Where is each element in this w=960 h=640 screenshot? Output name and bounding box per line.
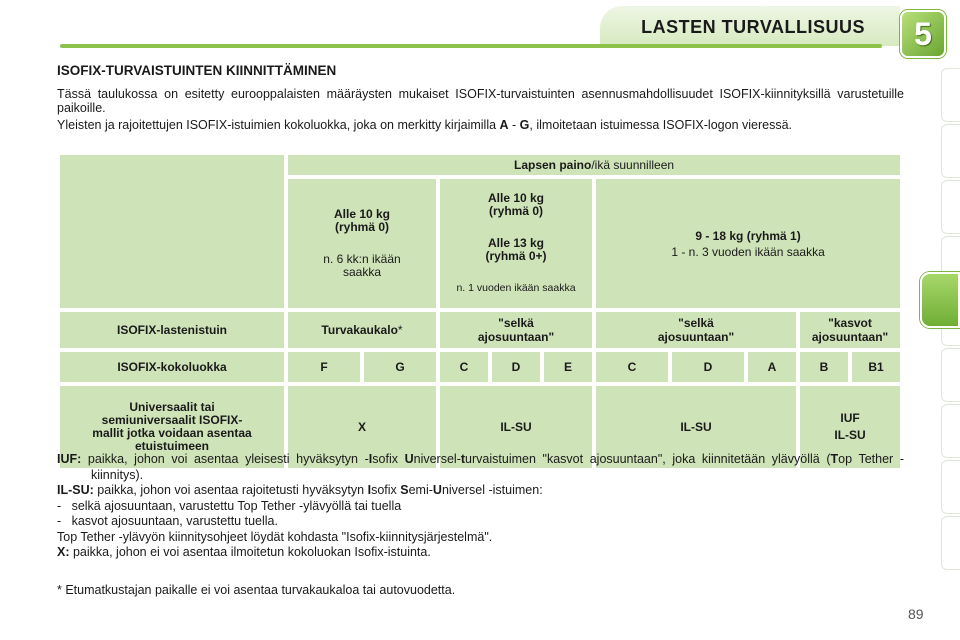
seat-type-rear-facing: "selkä ajosuuntaan" (596, 312, 796, 348)
header-rule (60, 44, 882, 48)
row-label-universal: Universaalit tai semiuniversaalit ISOFIX- mallit jotka voidaan asentaa etuistuimeen (60, 386, 284, 468)
intro-paragraph-size-class: Yleisten ja rajoitettujen ISOFIX-istuimien kokoluokka, joka on merkitty kirjaimilla A - G, ilmoitetaan istuimessa ISOFIX-logon vieressä. (57, 118, 793, 132)
weight-header: Lapsen paino/ikä suunnilleen (288, 155, 900, 175)
approval-cell: IL-SU (596, 386, 796, 468)
weight-group-0plus: Alle 10 kg (ryhmä 0) Alle 13 kg (ryhmä 0+) n. 1 vuoden ikään saakka (440, 179, 592, 308)
size-class-cell: D (672, 352, 744, 382)
chapter-tab[interactable] (941, 516, 960, 570)
section-title: ISOFIX-TURVAISTUINTEN KIINNITTÄMINEN (57, 63, 337, 78)
chapter-tab[interactable] (941, 124, 960, 178)
seat-type-forward-facing: "kasvot ajosuuntaan" (800, 312, 900, 348)
page-number: 89 (908, 606, 924, 622)
note-ilsu: IL-SU: paikka, johon voi asentaa rajoitetusti hyväksytyn Isofix Semi-Universel -istuimen: (57, 483, 543, 497)
table-corner-cell (60, 155, 284, 308)
footnote: * Etumatkustajan paikalle ei voi asentaa turvakaukaloa tai autovuodetta. (57, 583, 456, 597)
size-class-cell: B1 (852, 352, 900, 382)
chapter-tab[interactable] (941, 180, 960, 234)
size-class-cell: A (748, 352, 796, 382)
size-class-cell: C (596, 352, 668, 382)
approval-cell: IUF IL-SU (800, 386, 900, 468)
chapter-tab[interactable] (941, 68, 960, 122)
size-class-cell: B (800, 352, 848, 382)
chapter-tab-active[interactable] (920, 272, 960, 328)
note-top-tether: Top Tether -ylävyön kiinnitysohjeet löydät kohdasta "Isofix-kiinnitysjärjestelmä". (57, 529, 493, 544)
size-class-cell: G (364, 352, 436, 382)
note-x: X: paikka, johon ei voi asentaa ilmoitetun kokoluokan Isofix-istuinta. (57, 545, 431, 559)
size-class-cell: F (288, 352, 360, 382)
approval-cell: X (288, 386, 436, 468)
weight-group-0: Alle 10 kg (ryhmä 0) n. 6 kk:n ikään saakka (288, 179, 436, 308)
chapter-tab[interactable] (941, 460, 960, 514)
size-class-cell: C (440, 352, 488, 382)
size-class-cell: E (544, 352, 592, 382)
chapter-title: LASTEN TURVALLISUUS (641, 17, 865, 37)
approval-cell: IL-SU (440, 386, 592, 468)
note-bullet: - selkä ajosuuntaan, varustettu Top Tether -ylävyöllä tai tuella (57, 498, 402, 513)
isofix-table (56, 151, 904, 472)
note-bullet: - kasvot ajosuuntaan, varustettu tuella. (57, 514, 278, 528)
chapter-tab[interactable] (941, 348, 960, 402)
row-label-kokoluokka: ISOFIX-kokoluokka (60, 352, 284, 382)
chapter-number-badge: 5 (900, 10, 946, 58)
notes (57, 452, 904, 561)
note-iuf: IUF: paikka, johon voi asentaa yleisesti hyväksytyn -Isofix Universel-turvaistuimen "kasvot ajosuuntaan", joka kiinnitetään ylävyöllä (Top Tether -kiinnitys). (57, 452, 904, 482)
row-label-lastenistuin: ISOFIX-lastenistuin (60, 312, 284, 348)
chapter-tab[interactable] (941, 404, 960, 458)
size-class-cell: D (492, 352, 540, 382)
seat-type-rear-facing: "selkä ajosuuntaan" (440, 312, 592, 348)
weight-group-1: 9 - 18 kg (ryhmä 1) 1 - n. 3 vuoden ikään saakka (596, 179, 900, 308)
intro-paragraph: Tässä taulukossa on esitetty eurooppalaisten määräysten mukaiset ISOFIX-turvaistuinten asennusmahdollisuudet ISOFIX-kiinnityksillä varustetuille paikoille. (57, 87, 904, 115)
seat-type-carrycot: Turvakaukalo* (288, 312, 436, 348)
